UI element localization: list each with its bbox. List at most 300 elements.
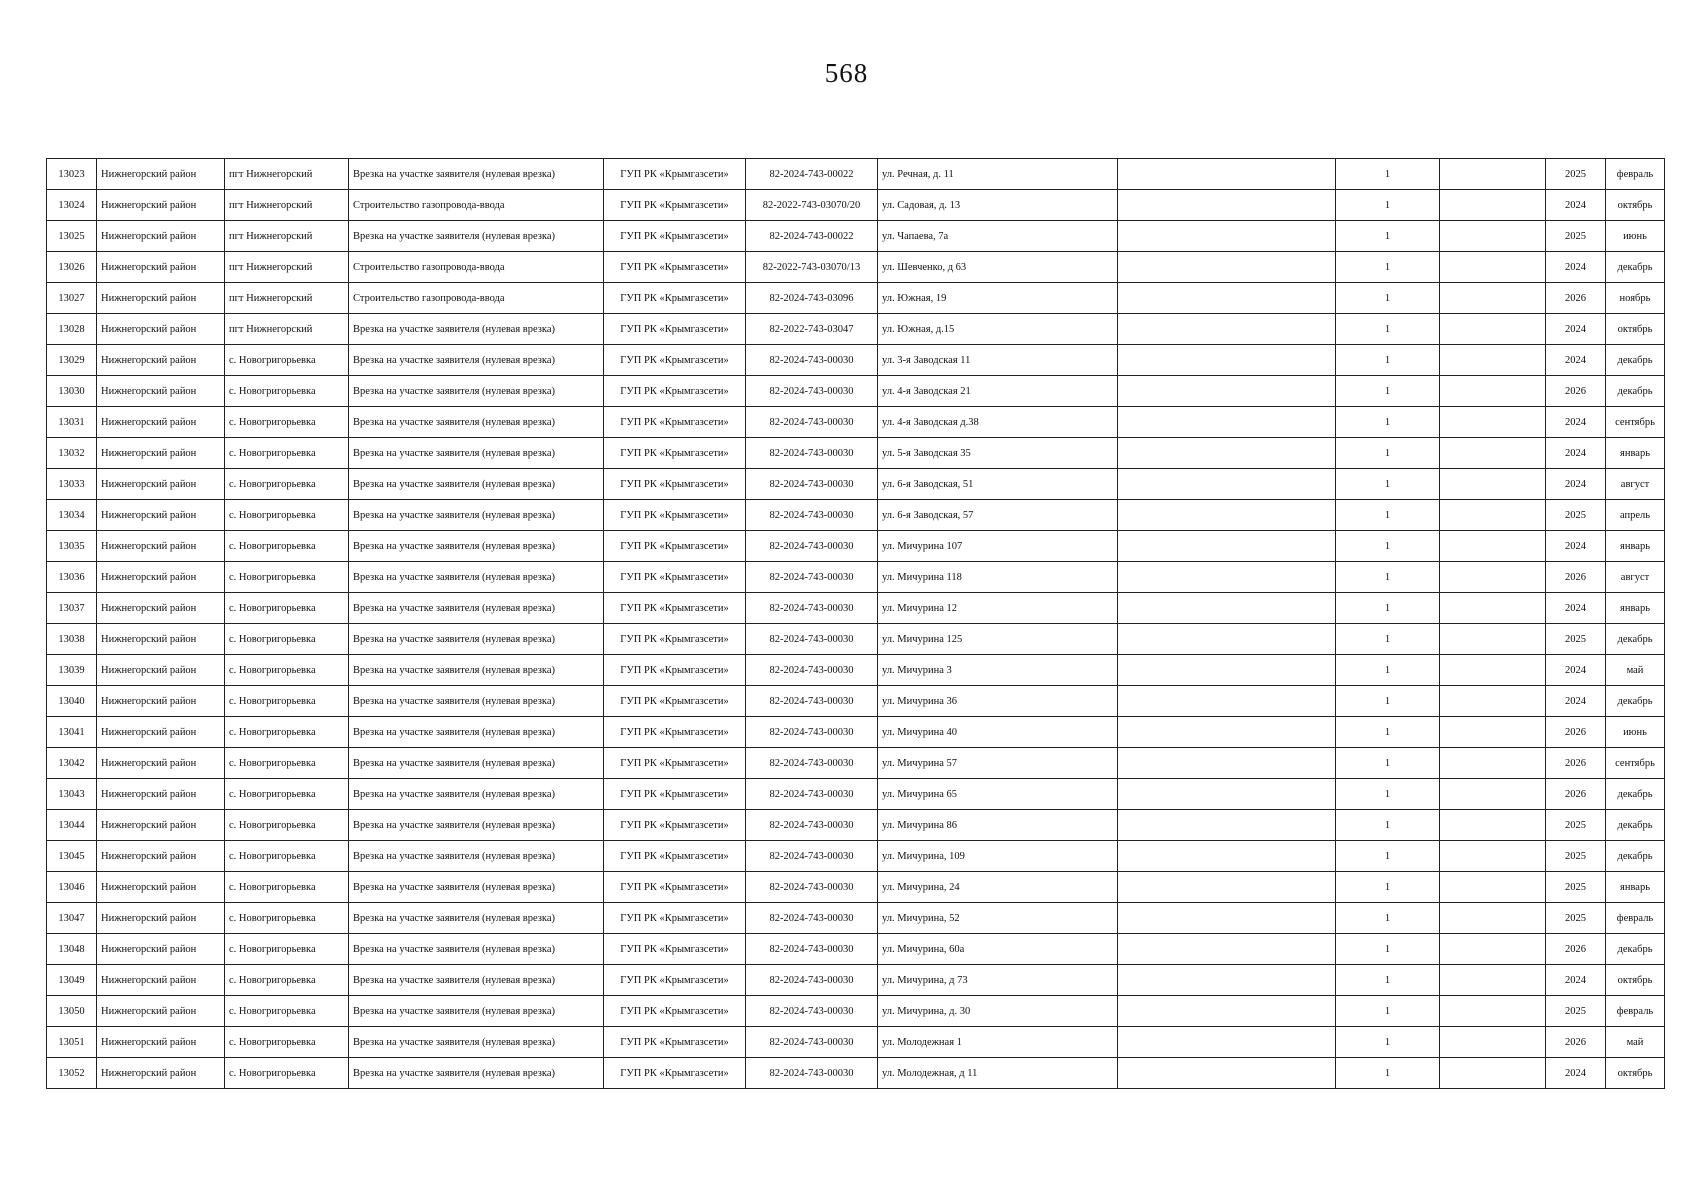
month-cell: октябрь: [1606, 1058, 1665, 1089]
settlement-cell: с. Новогригорьевка: [225, 717, 349, 748]
year-cell: 2025: [1546, 996, 1606, 1027]
owner-cell: ГУП РК «Крымгазсети»: [604, 562, 746, 593]
empty-cell: [1440, 221, 1546, 252]
work-type-cell: Строительство газопровода-ввода: [349, 190, 604, 221]
table-row: [47, 965, 1665, 996]
quantity-cell: 1: [1336, 748, 1440, 779]
quantity-cell: 1: [1336, 283, 1440, 314]
empty-cell: [1118, 1058, 1336, 1089]
empty-cell: [1440, 469, 1546, 500]
month-cell: декабрь: [1606, 934, 1665, 965]
row-number: 13034: [47, 500, 97, 531]
district-cell: Нижнегорский район: [97, 500, 225, 531]
district-cell: Нижнегорский район: [97, 841, 225, 872]
work-type-cell: Врезка на участке заявителя (нулевая врезка): [349, 996, 604, 1027]
row-number: 13036: [47, 562, 97, 593]
project-code-cell: 82-2024-743-00030: [746, 345, 878, 376]
empty-cell: [1440, 841, 1546, 872]
year-cell: 2024: [1546, 190, 1606, 221]
district-cell: Нижнегорский район: [97, 562, 225, 593]
address-cell: ул. Мичурина, д 73: [878, 965, 1118, 996]
settlement-cell: с. Новогригорьевка: [225, 655, 349, 686]
district-cell: Нижнегорский район: [97, 996, 225, 1027]
settlement-cell: с. Новогригорьевка: [225, 686, 349, 717]
month-cell: декабрь: [1606, 376, 1665, 407]
empty-cell: [1118, 996, 1336, 1027]
table-row: [47, 407, 1665, 438]
table-row: [47, 1027, 1665, 1058]
project-code-cell: 82-2024-743-00030: [746, 872, 878, 903]
empty-cell: [1118, 500, 1336, 531]
empty-cell: [1118, 159, 1336, 190]
address-cell: ул. Южная, 19: [878, 283, 1118, 314]
project-code-cell: 82-2024-743-00030: [746, 624, 878, 655]
table-row: [47, 531, 1665, 562]
work-type-cell: Врезка на участке заявителя (нулевая врезка): [349, 1027, 604, 1058]
work-type-cell: Врезка на участке заявителя (нулевая врезка): [349, 407, 604, 438]
quantity-cell: 1: [1336, 810, 1440, 841]
year-cell: 2026: [1546, 717, 1606, 748]
empty-cell: [1118, 221, 1336, 252]
empty-cell: [1118, 655, 1336, 686]
district-cell: Нижнегорский район: [97, 252, 225, 283]
quantity-cell: 1: [1336, 903, 1440, 934]
table-row: [47, 1058, 1665, 1089]
district-cell: Нижнегорский район: [97, 655, 225, 686]
owner-cell: ГУП РК «Крымгазсети»: [604, 779, 746, 810]
district-cell: Нижнегорский район: [97, 345, 225, 376]
month-cell: февраль: [1606, 159, 1665, 190]
row-number: 13041: [47, 717, 97, 748]
project-code-cell: 82-2024-743-00030: [746, 686, 878, 717]
year-cell: 2024: [1546, 438, 1606, 469]
table-row: [47, 345, 1665, 376]
empty-cell: [1440, 531, 1546, 562]
work-type-cell: Врезка на участке заявителя (нулевая врезка): [349, 965, 604, 996]
table-row: [47, 221, 1665, 252]
empty-cell: [1118, 531, 1336, 562]
district-cell: Нижнегорский район: [97, 469, 225, 500]
settlement-cell: пгт Нижнегорский: [225, 159, 349, 190]
address-cell: ул. Мичурина 65: [878, 779, 1118, 810]
year-cell: 2026: [1546, 748, 1606, 779]
settlement-cell: с. Новогригорьевка: [225, 1058, 349, 1089]
month-cell: декабрь: [1606, 841, 1665, 872]
settlement-cell: пгт Нижнегорский: [225, 221, 349, 252]
project-code-cell: 82-2024-743-00030: [746, 407, 878, 438]
quantity-cell: 1: [1336, 159, 1440, 190]
table-row: [47, 283, 1665, 314]
year-cell: 2026: [1546, 779, 1606, 810]
table-row: [47, 500, 1665, 531]
settlement-cell: с. Новогригорьевка: [225, 624, 349, 655]
row-number: 13040: [47, 686, 97, 717]
settlement-cell: с. Новогригорьевка: [225, 779, 349, 810]
year-cell: 2026: [1546, 562, 1606, 593]
district-cell: Нижнегорский район: [97, 748, 225, 779]
owner-cell: ГУП РК «Крымгазсети»: [604, 686, 746, 717]
address-cell: ул. Молодежная 1: [878, 1027, 1118, 1058]
owner-cell: ГУП РК «Крымгазсети»: [604, 221, 746, 252]
project-code-cell: 82-2024-743-00030: [746, 1058, 878, 1089]
year-cell: 2025: [1546, 903, 1606, 934]
quantity-cell: 1: [1336, 965, 1440, 996]
table-row: [47, 779, 1665, 810]
owner-cell: ГУП РК «Крымгазсети»: [604, 252, 746, 283]
district-cell: Нижнегорский район: [97, 593, 225, 624]
district-cell: Нижнегорский район: [97, 283, 225, 314]
year-cell: 2026: [1546, 283, 1606, 314]
owner-cell: ГУП РК «Крымгазсети»: [604, 810, 746, 841]
empty-cell: [1440, 903, 1546, 934]
month-cell: май: [1606, 655, 1665, 686]
month-cell: январь: [1606, 593, 1665, 624]
empty-cell: [1118, 779, 1336, 810]
year-cell: 2025: [1546, 841, 1606, 872]
empty-cell: [1440, 438, 1546, 469]
table-row: [47, 717, 1665, 748]
address-cell: ул. Мичурина, 109: [878, 841, 1118, 872]
address-cell: ул. 3-я Заводская 11: [878, 345, 1118, 376]
settlement-cell: с. Новогригорьевка: [225, 345, 349, 376]
table-row: [47, 159, 1665, 190]
year-cell: 2024: [1546, 252, 1606, 283]
owner-cell: ГУП РК «Крымгазсети»: [604, 717, 746, 748]
quantity-cell: 1: [1336, 841, 1440, 872]
project-code-cell: 82-2024-743-00030: [746, 500, 878, 531]
month-cell: октябрь: [1606, 190, 1665, 221]
district-cell: Нижнегорский район: [97, 686, 225, 717]
table-row: [47, 810, 1665, 841]
district-cell: Нижнегорский район: [97, 965, 225, 996]
quantity-cell: 1: [1336, 221, 1440, 252]
settlement-cell: с. Новогригорьевка: [225, 438, 349, 469]
empty-cell: [1118, 1027, 1336, 1058]
address-cell: ул. Чапаева, 7а: [878, 221, 1118, 252]
month-cell: ноябрь: [1606, 283, 1665, 314]
empty-cell: [1440, 1058, 1546, 1089]
empty-cell: [1440, 965, 1546, 996]
month-cell: декабрь: [1606, 810, 1665, 841]
address-cell: ул. Мичурина, 24: [878, 872, 1118, 903]
quantity-cell: 1: [1336, 376, 1440, 407]
empty-cell: [1440, 810, 1546, 841]
quantity-cell: 1: [1336, 438, 1440, 469]
project-code-cell: 82-2024-743-00030: [746, 996, 878, 1027]
month-cell: январь: [1606, 438, 1665, 469]
district-cell: Нижнегорский район: [97, 190, 225, 221]
year-cell: 2024: [1546, 314, 1606, 345]
empty-cell: [1440, 1027, 1546, 1058]
address-cell: ул. Мичурина, 60а: [878, 934, 1118, 965]
table-row: [47, 996, 1665, 1027]
quantity-cell: 1: [1336, 934, 1440, 965]
table-row: [47, 655, 1665, 686]
row-number: 13033: [47, 469, 97, 500]
address-cell: ул. 4-я Заводская 21: [878, 376, 1118, 407]
row-number: 13032: [47, 438, 97, 469]
row-number: 13026: [47, 252, 97, 283]
row-number: 13025: [47, 221, 97, 252]
settlement-cell: с. Новогригорьевка: [225, 903, 349, 934]
empty-cell: [1118, 748, 1336, 779]
work-type-cell: Врезка на участке заявителя (нулевая врезка): [349, 376, 604, 407]
empty-cell: [1440, 562, 1546, 593]
settlement-cell: с. Новогригорьевка: [225, 872, 349, 903]
quantity-cell: 1: [1336, 624, 1440, 655]
work-type-cell: Врезка на участке заявителя (нулевая врезка): [349, 531, 604, 562]
owner-cell: ГУП РК «Крымгазсети»: [604, 903, 746, 934]
owner-cell: ГУП РК «Крымгазсети»: [604, 500, 746, 531]
month-cell: июнь: [1606, 717, 1665, 748]
quantity-cell: 1: [1336, 190, 1440, 221]
project-code-cell: 82-2022-743-03047: [746, 314, 878, 345]
district-cell: Нижнегорский район: [97, 717, 225, 748]
month-cell: январь: [1606, 872, 1665, 903]
year-cell: 2024: [1546, 345, 1606, 376]
empty-cell: [1118, 965, 1336, 996]
district-cell: Нижнегорский район: [97, 438, 225, 469]
empty-cell: [1118, 841, 1336, 872]
row-number: 13038: [47, 624, 97, 655]
row-number: 13043: [47, 779, 97, 810]
project-code-cell: 82-2024-743-00030: [746, 841, 878, 872]
owner-cell: ГУП РК «Крымгазсети»: [604, 934, 746, 965]
owner-cell: ГУП РК «Крымгазсети»: [604, 190, 746, 221]
empty-cell: [1440, 593, 1546, 624]
project-code-cell: 82-2024-743-00030: [746, 562, 878, 593]
quantity-cell: 1: [1336, 593, 1440, 624]
project-code-cell: 82-2024-743-00030: [746, 655, 878, 686]
district-cell: Нижнегорский район: [97, 934, 225, 965]
row-number: 13049: [47, 965, 97, 996]
month-cell: декабрь: [1606, 624, 1665, 655]
project-code-cell: 82-2024-743-00030: [746, 965, 878, 996]
month-cell: май: [1606, 1027, 1665, 1058]
district-cell: Нижнегорский район: [97, 221, 225, 252]
row-number: 13031: [47, 407, 97, 438]
empty-cell: [1118, 345, 1336, 376]
month-cell: июнь: [1606, 221, 1665, 252]
settlement-cell: с. Новогригорьевка: [225, 841, 349, 872]
empty-cell: [1440, 686, 1546, 717]
quantity-cell: 1: [1336, 314, 1440, 345]
year-cell: 2024: [1546, 469, 1606, 500]
district-cell: Нижнегорский район: [97, 407, 225, 438]
quantity-cell: 1: [1336, 562, 1440, 593]
empty-cell: [1118, 190, 1336, 221]
empty-cell: [1118, 283, 1336, 314]
district-cell: Нижнегорский район: [97, 624, 225, 655]
work-type-cell: Строительство газопровода-ввода: [349, 252, 604, 283]
year-cell: 2024: [1546, 686, 1606, 717]
table-row: [47, 593, 1665, 624]
address-cell: ул. Речная, д. 11: [878, 159, 1118, 190]
empty-cell: [1118, 934, 1336, 965]
work-type-cell: Врезка на участке заявителя (нулевая врезка): [349, 345, 604, 376]
owner-cell: ГУП РК «Крымгазсети»: [604, 345, 746, 376]
settlement-cell: с. Новогригорьевка: [225, 1027, 349, 1058]
quantity-cell: 1: [1336, 345, 1440, 376]
year-cell: 2024: [1546, 965, 1606, 996]
empty-cell: [1440, 748, 1546, 779]
owner-cell: ГУП РК «Крымгазсети»: [604, 407, 746, 438]
work-type-cell: Врезка на участке заявителя (нулевая врезка): [349, 841, 604, 872]
project-code-cell: 82-2024-743-00030: [746, 593, 878, 624]
year-cell: 2026: [1546, 934, 1606, 965]
settlement-cell: с. Новогригорьевка: [225, 593, 349, 624]
address-cell: ул. Южная, д.15: [878, 314, 1118, 345]
owner-cell: ГУП РК «Крымгазсети»: [604, 748, 746, 779]
empty-cell: [1118, 252, 1336, 283]
table-row: [47, 841, 1665, 872]
empty-cell: [1118, 407, 1336, 438]
page-number: 568: [824, 58, 869, 88]
empty-cell: [1440, 996, 1546, 1027]
empty-cell: [1440, 252, 1546, 283]
project-code-cell: 82-2024-743-00030: [746, 934, 878, 965]
month-cell: апрель: [1606, 500, 1665, 531]
owner-cell: ГУП РК «Крымгазсети»: [604, 655, 746, 686]
empty-cell: [1118, 624, 1336, 655]
quantity-cell: 1: [1336, 469, 1440, 500]
owner-cell: ГУП РК «Крымгазсети»: [604, 593, 746, 624]
work-type-cell: Врезка на участке заявителя (нулевая врезка): [349, 159, 604, 190]
month-cell: декабрь: [1606, 252, 1665, 283]
work-type-cell: Врезка на участке заявителя (нулевая врезка): [349, 686, 604, 717]
empty-cell: [1440, 500, 1546, 531]
project-code-cell: 82-2024-743-03096: [746, 283, 878, 314]
month-cell: август: [1606, 562, 1665, 593]
work-type-cell: Строительство газопровода-ввода: [349, 283, 604, 314]
table-row: [47, 686, 1665, 717]
settlement-cell: с. Новогригорьевка: [225, 562, 349, 593]
year-cell: 2024: [1546, 1058, 1606, 1089]
table-row: [47, 872, 1665, 903]
project-code-cell: 82-2024-743-00030: [746, 531, 878, 562]
project-code-cell: 82-2024-743-00022: [746, 159, 878, 190]
address-cell: ул. Шевченко, д 63: [878, 252, 1118, 283]
work-type-cell: Врезка на участке заявителя (нулевая врезка): [349, 717, 604, 748]
quantity-cell: 1: [1336, 531, 1440, 562]
month-cell: декабрь: [1606, 345, 1665, 376]
table-row: [47, 748, 1665, 779]
owner-cell: ГУП РК «Крымгазсети»: [604, 872, 746, 903]
row-number: 13035: [47, 531, 97, 562]
registry-table: [46, 158, 1665, 1089]
empty-cell: [1440, 376, 1546, 407]
empty-cell: [1440, 655, 1546, 686]
empty-cell: [1118, 872, 1336, 903]
row-number: 13030: [47, 376, 97, 407]
empty-cell: [1440, 934, 1546, 965]
address-cell: ул. 5-я Заводская 35: [878, 438, 1118, 469]
empty-cell: [1118, 314, 1336, 345]
owner-cell: ГУП РК «Крымгазсети»: [604, 283, 746, 314]
table-row: [47, 376, 1665, 407]
row-number: 13045: [47, 841, 97, 872]
quantity-cell: 1: [1336, 655, 1440, 686]
empty-cell: [1440, 407, 1546, 438]
quantity-cell: 1: [1336, 717, 1440, 748]
row-number: 13039: [47, 655, 97, 686]
work-type-cell: Врезка на участке заявителя (нулевая врезка): [349, 221, 604, 252]
table-row: [47, 252, 1665, 283]
year-cell: 2025: [1546, 810, 1606, 841]
year-cell: 2025: [1546, 500, 1606, 531]
project-code-cell: 82-2024-743-00030: [746, 717, 878, 748]
address-cell: ул. Мичурина 107: [878, 531, 1118, 562]
settlement-cell: с. Новогригорьевка: [225, 407, 349, 438]
empty-cell: [1440, 283, 1546, 314]
project-code-cell: 82-2022-743-03070/13: [746, 252, 878, 283]
row-number: 13024: [47, 190, 97, 221]
row-number: 13027: [47, 283, 97, 314]
owner-cell: ГУП РК «Крымгазсети»: [604, 965, 746, 996]
project-code-cell: 82-2024-743-00030: [746, 748, 878, 779]
owner-cell: ГУП РК «Крымгазсети»: [604, 376, 746, 407]
project-code-cell: 82-2024-743-00030: [746, 903, 878, 934]
work-type-cell: Врезка на участке заявителя (нулевая врезка): [349, 872, 604, 903]
table-row: [47, 624, 1665, 655]
row-number: 13052: [47, 1058, 97, 1089]
year-cell: 2025: [1546, 872, 1606, 903]
owner-cell: ГУП РК «Крымгазсети»: [604, 1027, 746, 1058]
address-cell: ул. Садовая, д. 13: [878, 190, 1118, 221]
year-cell: 2026: [1546, 376, 1606, 407]
address-cell: ул. Мичурина 57: [878, 748, 1118, 779]
address-cell: ул. Мичурина, 52: [878, 903, 1118, 934]
settlement-cell: с. Новогригорьевка: [225, 500, 349, 531]
work-type-cell: Врезка на участке заявителя (нулевая врезка): [349, 593, 604, 624]
work-type-cell: Врезка на участке заявителя (нулевая врезка): [349, 779, 604, 810]
table-row: [47, 903, 1665, 934]
owner-cell: ГУП РК «Крымгазсети»: [604, 1058, 746, 1089]
month-cell: август: [1606, 469, 1665, 500]
quantity-cell: 1: [1336, 686, 1440, 717]
project-code-cell: 82-2024-743-00030: [746, 438, 878, 469]
work-type-cell: Врезка на участке заявителя (нулевая врезка): [349, 562, 604, 593]
empty-cell: [1440, 779, 1546, 810]
table-row: [47, 562, 1665, 593]
table-row: [47, 314, 1665, 345]
address-cell: ул. Молодежная, д 11: [878, 1058, 1118, 1089]
project-code-cell: 82-2024-743-00030: [746, 810, 878, 841]
work-type-cell: Врезка на участке заявителя (нулевая врезка): [349, 469, 604, 500]
owner-cell: ГУП РК «Крымгазсети»: [604, 314, 746, 345]
row-number: 13037: [47, 593, 97, 624]
owner-cell: ГУП РК «Крымгазсети»: [604, 996, 746, 1027]
month-cell: сентябрь: [1606, 407, 1665, 438]
district-cell: Нижнегорский район: [97, 1058, 225, 1089]
month-cell: декабрь: [1606, 779, 1665, 810]
row-number: 13028: [47, 314, 97, 345]
address-cell: ул. Мичурина 12: [878, 593, 1118, 624]
empty-cell: [1440, 159, 1546, 190]
owner-cell: ГУП РК «Крымгазсети»: [604, 624, 746, 655]
work-type-cell: Врезка на участке заявителя (нулевая врезка): [349, 655, 604, 686]
quantity-cell: 1: [1336, 1027, 1440, 1058]
district-cell: Нижнегорский район: [97, 159, 225, 190]
row-number: 13048: [47, 934, 97, 965]
work-type-cell: Врезка на участке заявителя (нулевая врезка): [349, 438, 604, 469]
settlement-cell: с. Новогригорьевка: [225, 934, 349, 965]
row-number: 13023: [47, 159, 97, 190]
year-cell: 2025: [1546, 221, 1606, 252]
quantity-cell: 1: [1336, 407, 1440, 438]
district-cell: Нижнегорский район: [97, 872, 225, 903]
quantity-cell: 1: [1336, 252, 1440, 283]
